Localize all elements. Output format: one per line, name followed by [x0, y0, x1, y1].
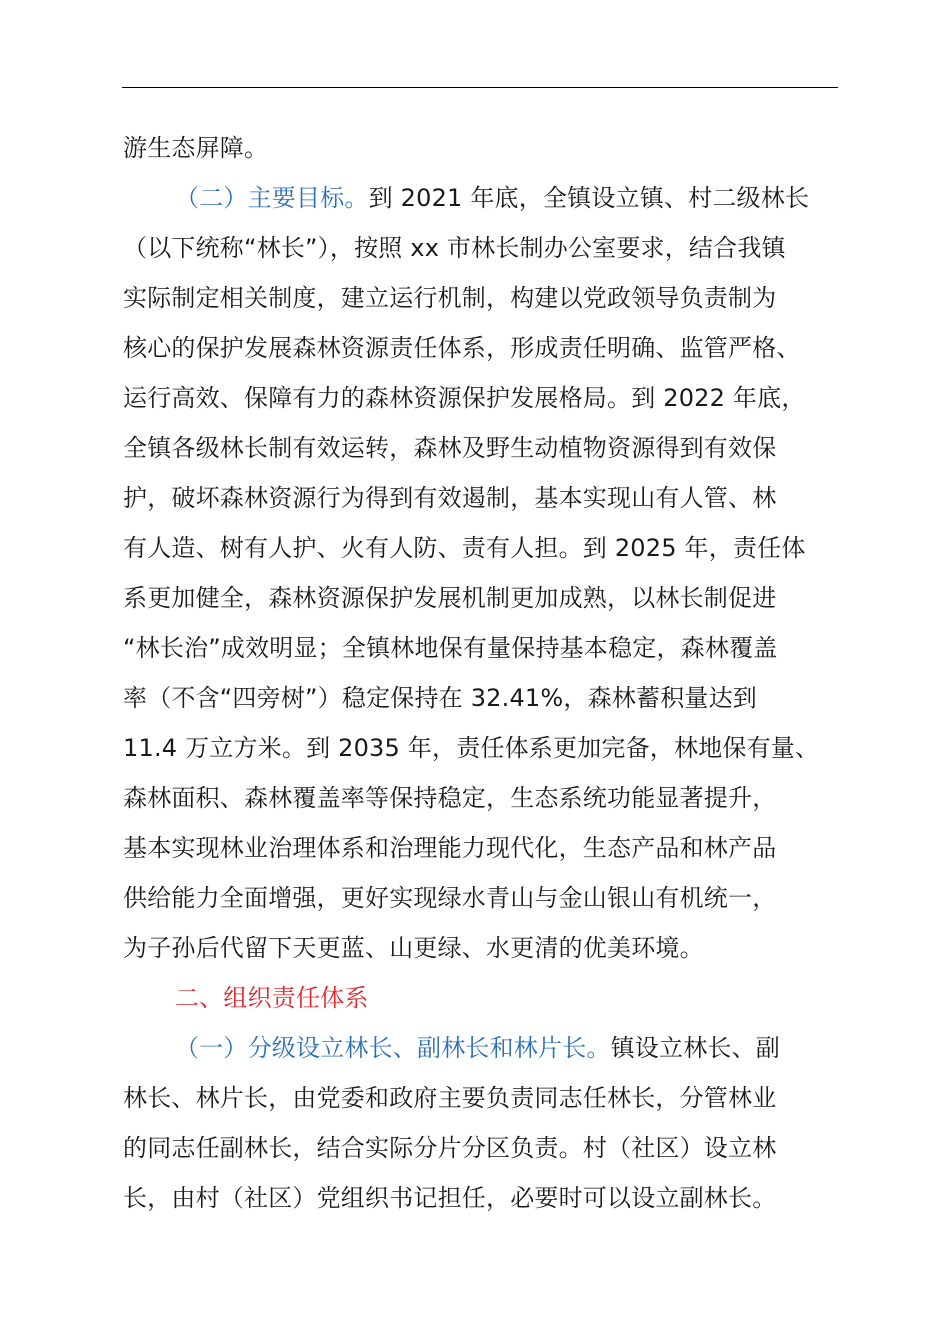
- text-line-13: 11.4 万立方米。到 2035 年，责任体系更加完备，林地保有量、: [123, 734, 820, 762]
- text-line-8: 护，破坏森林资源行为得到有效遏制，基本实现山有人管、林: [123, 484, 777, 512]
- text-levels-start: 镇设立林长、副: [610, 1034, 781, 1062]
- text-line-16: 供给能力全面增强，更好实现绿水青山与金山银山有机统一，: [123, 884, 777, 912]
- text-line-17: 为子孙后代留下天更蓝、山更绿、水更清的优美环境。: [123, 934, 704, 962]
- text-goals-start: 到 2021 年底，全镇设立镇、村二级林长: [368, 184, 810, 212]
- paragraph-levels-first-line: [175, 1032, 780, 1064]
- text-line-19: 林长、林片长，由党委和政府主要负责同志任林长，分管林业: [123, 1084, 777, 1112]
- text-line-12: 率（不含“四旁树”）稳定保持在 32.41%，森林蓄积量达到: [123, 684, 758, 712]
- header-rule: [122, 87, 838, 88]
- text-line-6: 运行高效、保障有力的森林资源保护发展格局。到 2022 年底，: [123, 384, 806, 412]
- text-line-10: 系更加健全，森林资源保护发展机制更加成熟，以林长制促进: [123, 584, 777, 612]
- text-line-20: 的同志任副林长，结合实际分片分区负责。村（社区）设立林: [123, 1134, 777, 1162]
- heading-organization-system: 二、组织责任体系: [175, 984, 369, 1012]
- text-line-9: 有人造、树有人护、火有人防、责有人担。到 2025 年，责任体: [123, 534, 806, 562]
- text-line-1: 游生态屏障。: [123, 134, 269, 162]
- heading-tiered-chiefs: （一）分级设立林长、副林长和林片长。: [175, 1034, 611, 1062]
- text-line-7: 全镇各级林长制有效运转，森林及野生动植物资源得到有效保: [123, 434, 777, 462]
- text-line-4: 实际制定相关制度，建立运行机制，构建以党政领导负责制为: [123, 284, 777, 312]
- text-line-14: 森林面积、森林覆盖率等保持稳定，生态系统功能显著提升，: [123, 784, 777, 812]
- text-line-11: “林长治”成效明显；全镇林地保有量保持基本稳定，森林覆盖: [123, 634, 778, 662]
- paragraph-goals-first-line: [175, 182, 809, 214]
- text-line-21: 长，由村（社区）党组织书记担任，必要时可以设立副林长。: [123, 1184, 777, 1212]
- text-line-5: 核心的保护发展森林资源责任体系，形成责任明确、监管严格、: [123, 334, 801, 362]
- heading-main-goals: （二）主要目标。: [175, 184, 369, 212]
- text-line-15: 基本实现林业治理体系和治理能力现代化，生态产品和林产品: [123, 834, 777, 862]
- text-line-3: （以下统称“林长”），按照 xx 市林长制办公室要求，结合我镇: [123, 234, 786, 262]
